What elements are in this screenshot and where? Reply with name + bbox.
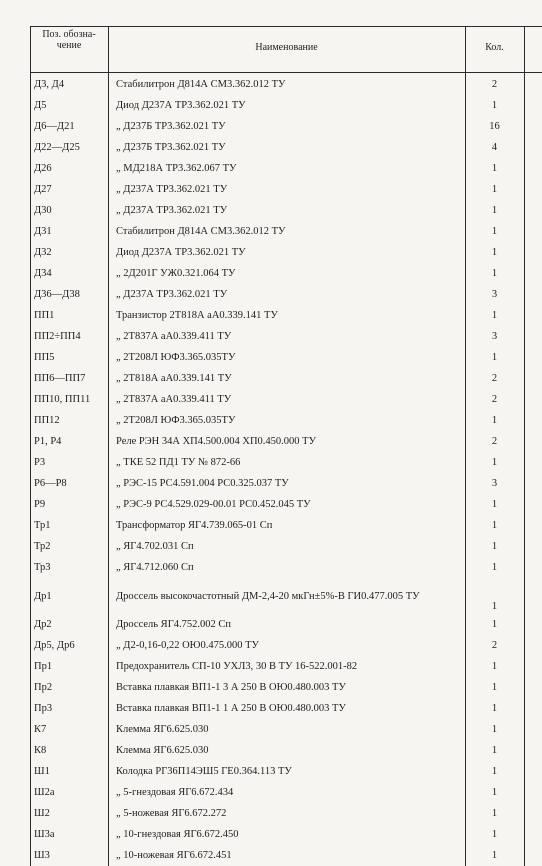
position-cell: ПП12 xyxy=(34,415,60,426)
blank-cell xyxy=(524,803,542,824)
name-cell: „ РЭС-9 РС4.529.029-00.01 РС0.452.045 ТУ xyxy=(116,499,311,510)
position-cell: Р6—Р8 xyxy=(34,478,67,489)
name-cell: „ Д237А ТР3.362.021 ТУ xyxy=(116,205,228,216)
table-row xyxy=(0,452,542,473)
qty-cell: 2 xyxy=(491,640,498,651)
blank-cell xyxy=(524,719,542,740)
qty-cell: 1 xyxy=(491,415,498,426)
qty-cell: 1 xyxy=(491,850,498,861)
table-row xyxy=(0,473,542,494)
position-cell: Ш2а xyxy=(34,787,55,798)
position-cell: Ш2 xyxy=(34,808,50,819)
blank-cell xyxy=(524,179,542,200)
position-cell: Р1, Р4 xyxy=(34,436,62,447)
qty-cell: 1 xyxy=(491,703,498,714)
name-cell: „ 2Т818А аА0.339.141 ТУ xyxy=(116,373,232,384)
qty-cell: 3 xyxy=(491,478,498,489)
qty-cell: 2 xyxy=(491,79,498,90)
position-cell: ПП5 xyxy=(34,352,55,363)
name-cell: „ 10-гнездовая ЯГ6.672.450 xyxy=(116,829,239,840)
blank-cell xyxy=(524,635,542,656)
table-row xyxy=(0,221,542,242)
qty-cell: 1 xyxy=(491,661,498,672)
qty-cell: 1 xyxy=(491,226,498,237)
qty-cell: 1 xyxy=(491,205,498,216)
qty-cell: 1 xyxy=(491,829,498,840)
table-row xyxy=(0,305,542,326)
qty-cell: 1 xyxy=(491,766,498,777)
name-cell: „ ТКЕ 52 ПД1 ТУ № 872-66 xyxy=(116,457,241,468)
name-cell: „ Д237А ТР3.362.021 ТУ xyxy=(116,289,228,300)
name-cell: „ 2Д201Г УЖ0.321.064 ТУ xyxy=(116,268,236,279)
qty-cell: 2 xyxy=(491,436,498,447)
position-cell: Д31 xyxy=(34,226,52,237)
qty-cell: 3 xyxy=(491,289,498,300)
name-cell: Вставка плавкая ВП1-1 3 А 250 В ОЮ0.480.003 ТУ xyxy=(116,682,346,693)
position-cell: Д32 xyxy=(34,247,52,258)
name-cell: Трансформатор ЯГ4.739.065-01 Сп xyxy=(116,520,273,531)
table-row xyxy=(0,740,542,761)
position-cell: Ш3 xyxy=(34,850,50,861)
blank-cell xyxy=(524,761,542,782)
blank-cell xyxy=(524,431,542,452)
position-cell: Д27 xyxy=(34,184,52,195)
blank-cell xyxy=(524,452,542,473)
blank-cell xyxy=(524,557,542,578)
qty-cell: 1 xyxy=(491,268,498,279)
blank-cell xyxy=(524,263,542,284)
name-cell: Предохранитель СП-10 УХЛ3, 30 В ТУ 16-522.001-82 xyxy=(116,661,358,672)
table-row xyxy=(0,200,542,221)
name-cell: „ МД218А ТР3.362.067 ТУ xyxy=(116,163,237,174)
name-cell: „ 5-гнездовая ЯГ6.672.434 xyxy=(116,787,234,798)
blank-cell xyxy=(524,698,542,719)
blank-cell xyxy=(524,242,542,263)
table-row xyxy=(0,494,542,515)
blank-cell xyxy=(524,614,542,635)
blank-cell xyxy=(524,389,542,410)
blank-cell xyxy=(524,158,542,179)
name-cell: „ 2Т837А аА0.339.411 ТУ xyxy=(116,394,232,405)
blank-cell xyxy=(524,740,542,761)
blank-cell xyxy=(524,347,542,368)
position-cell: ПП1 xyxy=(34,310,55,321)
table-row xyxy=(0,677,542,698)
blank-cell xyxy=(524,326,542,347)
blank-cell xyxy=(524,494,542,515)
table-row xyxy=(0,761,542,782)
blank-cell xyxy=(524,473,542,494)
name-cell: Клемма ЯГ6.625.030 xyxy=(116,745,209,756)
position-cell: К8 xyxy=(34,745,47,756)
name-cell: Транзистор 2Т818А аА0.339.141 ТУ xyxy=(116,310,278,321)
name-cell: „ РЭС-15 РС4.591.004 РС0.325.037 ТУ xyxy=(116,478,289,489)
table-row xyxy=(0,803,542,824)
qty-cell: 1 xyxy=(491,184,498,195)
blank-cell xyxy=(524,95,542,116)
table-row xyxy=(0,242,542,263)
position-cell: Д22—Д25 xyxy=(34,142,80,153)
blank-cell xyxy=(524,116,542,137)
table-row xyxy=(0,557,542,578)
column-header-position: Поз. обозна-чение xyxy=(42,29,96,51)
name-cell: „ 10-ножевая ЯГ6.672.451 xyxy=(116,850,232,861)
table-row xyxy=(0,635,542,656)
blank-cell xyxy=(524,656,542,677)
table-row xyxy=(0,179,542,200)
blank-cell xyxy=(524,74,542,95)
position-cell: Пр2 xyxy=(34,682,53,693)
position-cell: Др1 xyxy=(34,590,52,602)
name-cell: Клемма ЯГ6.625.030 xyxy=(116,724,209,735)
name-cell: „ Д237Б ТР3.362.021 ТУ xyxy=(116,121,226,132)
position-cell: Д36—Д38 xyxy=(34,289,80,300)
qty-cell: 4 xyxy=(491,142,498,153)
blank-cell xyxy=(524,221,542,242)
blank-cell xyxy=(524,284,542,305)
table-row xyxy=(0,347,542,368)
name-cell: Диод Д237А ТР3.362.021 ТУ xyxy=(116,100,246,111)
blank-cell xyxy=(524,677,542,698)
table-row xyxy=(0,698,542,719)
table-row xyxy=(0,368,542,389)
position-cell: Тр1 xyxy=(34,520,51,531)
position-cell: Тр3 xyxy=(34,562,51,573)
position-cell: Ш3а xyxy=(34,829,55,840)
name-cell: Вставка плавкая ВП1-1 1 А 250 В ОЮ0.480.003 ТУ xyxy=(116,703,346,714)
name-cell: „ ЯГ4.712.060 Сп xyxy=(116,562,194,573)
blank-cell xyxy=(524,515,542,536)
table-row xyxy=(0,536,542,557)
blank-cell xyxy=(524,536,542,557)
table-row xyxy=(0,263,542,284)
qty-cell: 1 xyxy=(491,745,498,756)
position-cell: Д3, Д4 xyxy=(34,79,65,90)
position-cell: ПП10, ПП11 xyxy=(34,394,91,405)
blank-cell xyxy=(524,137,542,158)
qty-cell: 1 xyxy=(491,457,498,468)
table-row xyxy=(0,515,542,536)
name-cell: Стабилитрон Д814А СМ3.362.012 ТУ xyxy=(116,226,286,237)
qty-cell: 1 xyxy=(491,562,498,573)
blank-cell xyxy=(524,578,542,614)
qty-cell: 16 xyxy=(489,121,500,132)
blank-cell xyxy=(524,824,542,845)
table-row xyxy=(0,95,542,116)
qty-cell: 1 xyxy=(491,247,498,258)
name-cell: „ ЯГ4.702.031 Сп xyxy=(116,541,194,552)
blank-cell xyxy=(524,200,542,221)
table-row xyxy=(0,578,542,614)
name-cell: „ 5-ножевая ЯГ6.672.272 xyxy=(116,808,227,819)
qty-cell: 2 xyxy=(491,373,498,384)
name-cell: Дроссель ЯГ4.752.002 Сп xyxy=(116,619,232,630)
column-header-qty: Кол. xyxy=(485,42,504,53)
table-row xyxy=(0,137,542,158)
qty-cell: 2 xyxy=(491,394,498,405)
position-cell: Д30 xyxy=(34,205,52,216)
name-cell: Диод Д237А ТР3.362.021 ТУ xyxy=(116,247,246,258)
table-row xyxy=(0,614,542,635)
blank-cell xyxy=(524,782,542,803)
qty-cell: 1 xyxy=(491,100,498,111)
name-cell: „ Д2-0,16-0,22 ОЮ0.475.000 ТУ xyxy=(116,640,259,651)
position-cell: Др2 xyxy=(34,619,52,630)
name-cell: „ Д237А ТР3.362.021 ТУ xyxy=(116,184,228,195)
name-cell: Реле РЭН 34А ХП4.500.004 ХП0.450.000 ТУ xyxy=(116,436,317,447)
position-cell: ПП6—ПП7 xyxy=(34,373,86,384)
table-row xyxy=(0,845,542,866)
qty-cell: 1 xyxy=(491,682,498,693)
table-row xyxy=(0,158,542,179)
qty-cell: 1 xyxy=(491,787,498,798)
qty-cell: 1 xyxy=(491,520,498,531)
table-row xyxy=(0,719,542,740)
position-cell: Р3 xyxy=(34,457,46,468)
table-row xyxy=(0,389,542,410)
position-cell: Пр1 xyxy=(34,661,53,672)
position-cell: К7 xyxy=(34,724,47,735)
name-cell: Дроссель высокочастотный ДМ-2,4-20 мкГн±5%-В ГИ0.477.005 ТУ xyxy=(116,590,420,602)
blank-cell xyxy=(524,305,542,326)
qty-cell: 1 xyxy=(491,541,498,552)
qty-cell: 1 xyxy=(491,619,498,630)
blank-cell xyxy=(524,845,542,866)
qty-cell: 1 xyxy=(491,601,498,612)
name-cell: Стабилитрон Д814А СМ3.362.012 ТУ xyxy=(116,79,286,90)
table-row xyxy=(0,431,542,452)
position-cell: Тр2 xyxy=(34,541,51,552)
position-cell: Др5, Др6 xyxy=(34,640,75,651)
position-cell: Д6—Д21 xyxy=(34,121,75,132)
blank-cell xyxy=(524,410,542,431)
position-cell: Пр3 xyxy=(34,703,53,714)
qty-cell: 1 xyxy=(491,499,498,510)
name-cell: „ 2Т208Л ЮФ3.365.035ТУ xyxy=(116,415,236,426)
blank-cell xyxy=(524,368,542,389)
qty-cell: 1 xyxy=(491,808,498,819)
name-cell: „ 2Т208Л ЮФ3.365.035ТУ xyxy=(116,352,236,363)
table-row xyxy=(0,74,542,95)
qty-cell: 3 xyxy=(491,331,498,342)
qty-cell: 1 xyxy=(491,352,498,363)
table-row xyxy=(0,656,542,677)
table-row xyxy=(0,326,542,347)
position-cell: Д34 xyxy=(34,268,52,279)
table-row xyxy=(0,410,542,431)
position-cell: Д5 xyxy=(34,100,47,111)
specification-table xyxy=(0,74,542,866)
position-cell: Д26 xyxy=(34,163,52,174)
table-row xyxy=(0,284,542,305)
position-cell: Р9 xyxy=(34,499,46,510)
table-row xyxy=(0,782,542,803)
table-row xyxy=(0,116,542,137)
table-row xyxy=(0,824,542,845)
qty-cell: 1 xyxy=(491,163,498,174)
name-cell: „ Д237Б ТР3.362.021 ТУ xyxy=(116,142,226,153)
name-cell: „ 2Т837А аА0.339.411 ТУ xyxy=(116,331,232,342)
name-cell: Колодка РГ36П14ЭШ5 ГЕ0.364.113 ТУ xyxy=(116,766,292,777)
position-cell: Ш1 xyxy=(34,766,50,777)
column-header-name: Наименование xyxy=(255,42,318,53)
qty-cell: 1 xyxy=(491,310,498,321)
qty-cell: 1 xyxy=(491,724,498,735)
position-cell: ПП2÷ПП4 xyxy=(34,331,81,342)
